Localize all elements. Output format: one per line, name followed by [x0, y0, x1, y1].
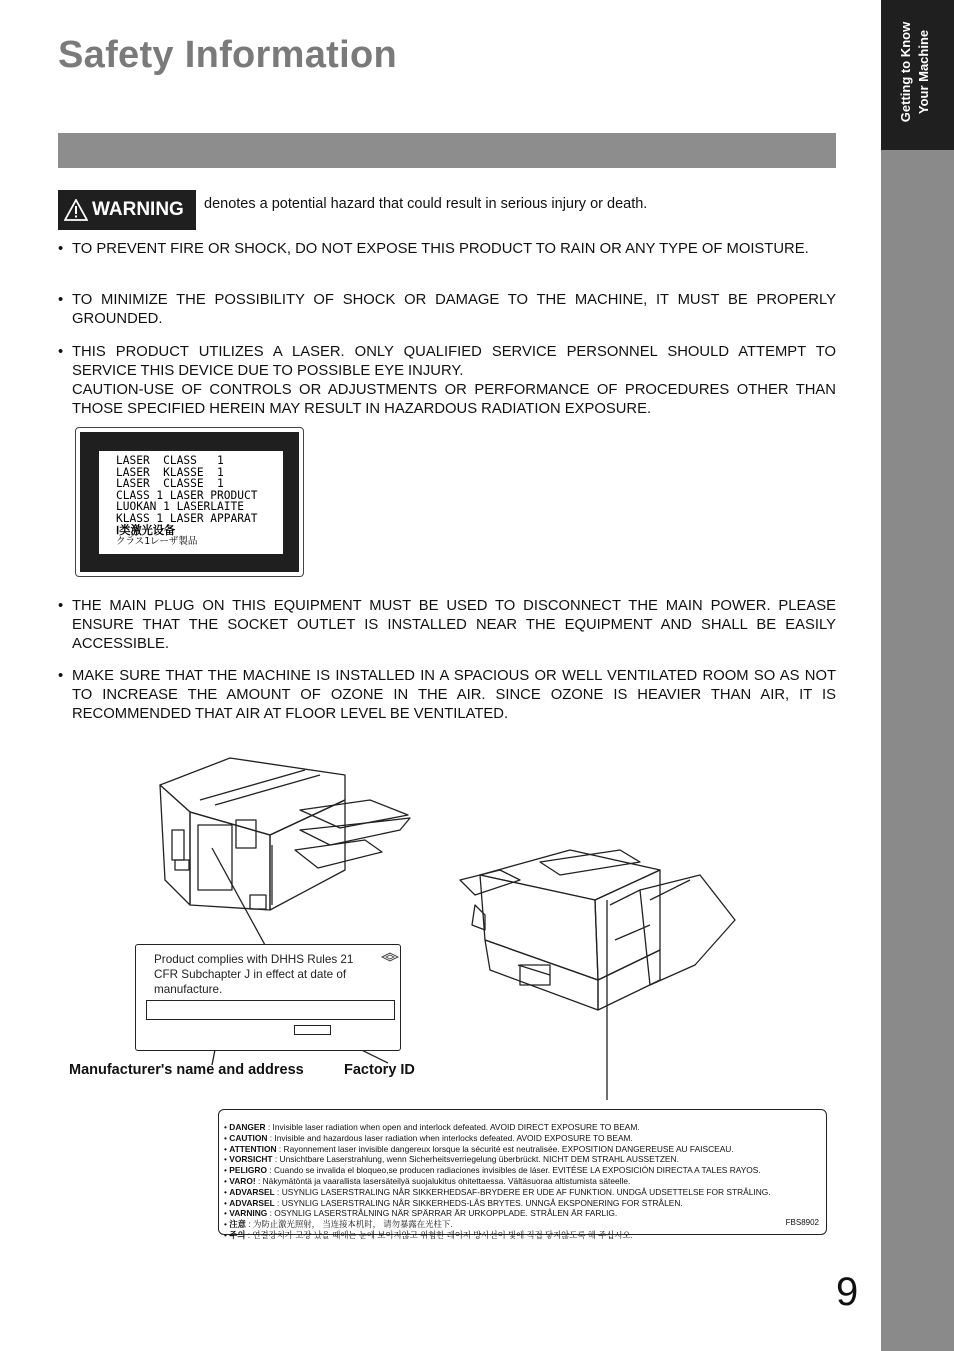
danger-item-text: : Cuando se invalida el bloqueo,se producen radiaciones invisibles de láser. EVITÉSE LA EXPOSICIÓN DIRECTA A TALES RAYOS.	[266, 1165, 761, 1176]
diamond-mark-icon	[381, 952, 399, 962]
danger-item-key: ADVARSEL	[229, 1197, 275, 1208]
danger-item: • ATTENTION : Rayonnement laser invisible dangereux lorsque la sécurité est neutralisée. EXPOSITION DANGEREUSE AU FAISCEAU.	[224, 1143, 734, 1154]
danger-item-key: ADVARSEL	[229, 1186, 275, 1197]
laser-label-line: Ⅰ类激光设备	[116, 523, 176, 537]
danger-item: • 주의 : 연결장치가 고장 났을 때에는 눈에 보이지않고 위험한 레이저 방사선이 빛에 직접 닿지않도록 해 주십시오.	[224, 1229, 633, 1240]
danger-item-key: PELIGRO	[229, 1165, 267, 1176]
danger-item-key: 주의	[229, 1229, 246, 1240]
factory-id-caption: Factory ID	[344, 1062, 415, 1078]
bullet-text: TO PREVENT FIRE OR SHOCK, DO NOT EXPOSE THIS PRODUCT TO RAIN OR ANY TYPE OF MOISTURE.	[72, 241, 809, 257]
danger-item-text: : OSYNLIG LASERSTRÅLNING NÄR SPÄRRAR ÄR URKOPPLADE. STRÅLEN ÄR FARLIG.	[267, 1208, 618, 1219]
danger-item-key: ATTENTION	[229, 1143, 277, 1154]
bullet-text: THE MAIN PLUG ON THIS EQUIPMENT MUST BE USED TO DISCONNECT THE MAIN POWER. PLEASE ENSURE THAT THE SOCKET OUTLET IS INSTALLED NEAR THE EQUIPMENT AND SHALL BE EASILY ACCESSIBLE.	[72, 598, 836, 652]
side-tab-line-2: Your Machine	[916, 29, 931, 115]
laser-label-text	[99, 451, 283, 554]
bullet-item: • TO PREVENT FIRE OR SHOCK, DO NOT EXPOSE THIS PRODUCT TO RAIN OR ANY TYPE OF MOISTURE.	[58, 240, 836, 259]
danger-item-key: VARO!	[229, 1175, 256, 1186]
laser-class-label	[75, 427, 304, 577]
warning-badge	[58, 190, 196, 230]
warning-triangle-icon	[64, 199, 88, 221]
manufacturer-field	[146, 1000, 395, 1020]
danger-item-key: 注意	[229, 1219, 247, 1230]
bullet-item: • MAKE SURE THAT THE MACHINE IS INSTALLED IN A SPACIOUS OR WELL VENTILATED ROOM SO AS NOT TO INCREASE THE AMOUNT OF OZONE IN THE AIR. SINCE OZONE IS HEAVIER THAN AIR, IT IS RECOMMENDED THAT AIR AT FLOOR LEVEL BE VENTILATED.	[58, 668, 836, 722]
machine-illustration	[0, 740, 881, 1100]
danger-item: • 注意 : 为防止激光照射， 当连接本机时， 请勿暴露在光柱下.	[224, 1219, 453, 1230]
bullet-text: TO MINIMIZE THE POSSIBILITY OF SHOCK OR DAMAGE TO THE MACHINE, IT MUST BE PROPERLY GROUNDED.	[72, 292, 836, 327]
danger-item-text: : Rayonnement laser invisible dangereux lorsque la sécurité est neutralisée. EXPOSITION DANGEREUSE AU FAISCEAU.	[276, 1143, 734, 1154]
danger-item-text: : Unsichtbare Laserstrahlung, wenn Sicherheitsverriegelung überbrückt. NICHT DEM STRAHL AUSSETZEN.	[272, 1154, 679, 1165]
manufacturer-caption: Manufacturer's name and address	[69, 1062, 304, 1078]
danger-item-text: : Invisible and hazardous laser radiation when interlocks defeated. AVOID EXPOSURE TO BEAM.	[267, 1132, 633, 1143]
danger-item-text: : 연결장치가 고장 났을 때에는 눈에 보이지않고 위험한 레이저 방사선이 빛에 직접 닿지않도록 해 주십시오.	[245, 1229, 633, 1240]
danger-item: • VARNING : OSYNLIG LASERSTRÅLNING NÄR SPÄRRAR ÄR URKOPPLADE. STRÅLEN ÄR FARLIG.	[224, 1208, 618, 1219]
danger-item: • VORSICHT : Unsichtbare Laserstrahlung, wenn Sicherheitsverriegelung überbrückt. NICHT DEM STRAHL AUSSETZEN.	[224, 1154, 679, 1165]
page-number: 9	[836, 1270, 859, 1314]
bullet-text: THIS PRODUCT UTILIZES A LASER. ONLY QUALIFIED SERVICE PERSONNEL SHOULD ATTEMPT TO SERVICE THIS DEVICE DUE TO POSSIBLE EYE INJURY.	[72, 344, 836, 379]
danger-item-text: : USYNLIG LASERSTRALING NÅR SIKKERHEDSAF-BRYDERE ER UDE AF FUNKTION. UNDGÅ UDSETTELSE FOR STRÅLING.	[274, 1186, 771, 1197]
danger-item-text: : Näkymätöntä ja vaarallista lasersäteilyä suojalukitus ohitettaessa. Vältäsuoraa altistumista säteelle.	[255, 1175, 631, 1186]
danger-item-text: : 为防止激光照射， 当连接本机时， 请勿暴露在光柱下.	[246, 1219, 453, 1230]
side-tab-line-1: Getting to Know	[898, 21, 913, 123]
page-title: Safety Information	[58, 34, 397, 76]
warning-description: denotes a potential hazard that could result in serious injury or death.	[204, 196, 648, 212]
danger-item: • DANGER : Invisible laser radiation when open and interlock defeated. AVOID DIRECT EXPOSURE TO BEAM.	[224, 1122, 640, 1132]
bullet-text: CAUTION-USE OF CONTROLS OR ADJUSTMENTS OR PERFORMANCE OF PROCEDURES OTHER THAN THOSE SPECIFIED HEREIN MAY RESULT IN HAZARDOUS RADIATION EXPOSURE.	[72, 382, 836, 417]
factory-id-field	[294, 1025, 331, 1035]
laser-label-line: LASER CLASS 1	[116, 454, 224, 467]
danger-item: • ADVARSEL : USYNLIG LASERSTRALING NÅR SIKKERHEDS-LÅS BRYTES. UNNGÅ EKSPONERING FOR STRÅLEN.	[224, 1197, 683, 1208]
danger-item-key: DANGER	[229, 1122, 266, 1132]
machine-rear-view	[160, 758, 410, 910]
bullet-item: • THE MAIN PLUG ON THIS EQUIPMENT MUST BE USED TO DISCONNECT THE MAIN POWER. PLEASE ENSURE THAT THE SOCKET OUTLET IS INSTALLED NEAR THE EQUIPMENT AND SHALL BE EASILY ACCESSIBLE.	[58, 598, 836, 652]
danger-label	[218, 1109, 827, 1240]
danger-item-key: VORSICHT	[229, 1154, 273, 1165]
laser-label-line: CLASS 1 LASER PRODUCT	[116, 488, 258, 502]
bullet-item: • THIS PRODUCT UTILIZES A LASER. ONLY QUALIFIED SERVICE PERSONNEL SHOULD ATTEMPT TO SERVICE THIS DEVICE DUE TO POSSIBLE EYE INJURY. CAUTION-USE OF CONTROLS OR ADJUSTMENTS OR PERFORMANCE OF PROCEDURES OTHER THAN THOSE SPECIFIED HEREIN MAY RESULT IN HAZARDOUS RADIATION EXPOSURE.	[58, 344, 836, 417]
laser-label-line: LASER KLASSE 1	[116, 465, 224, 479]
machine-front-open-view	[460, 850, 735, 1010]
side-tab-label	[885, 2, 945, 142]
leader-line	[212, 848, 265, 945]
warning-label: WARNING	[92, 199, 184, 220]
danger-item: • ADVARSEL : USYNLIG LASERSTRALING NÅR SIKKERHEDSAF-BRYDERE ER UDE AF FUNKTION. UNDGÅ UDSETTELSE FOR STRÅLING.	[224, 1186, 771, 1197]
danger-item: • CAUTION : Invisible and hazardous laser radiation when interlocks defeated. AVOID EXPOSURE TO BEAM.	[224, 1132, 633, 1143]
dhhs-compliance-label	[135, 944, 401, 1051]
danger-item-text: : Invisible laser radiation when open and interlock defeated. AVOID DIRECT EXPOSURE TO BEAM.	[265, 1122, 640, 1132]
bullet-item: • TO MINIMIZE THE POSSIBILITY OF SHOCK OR DAMAGE TO THE MACHINE, IT MUST BE PROPERLY GROUNDED.	[58, 292, 836, 327]
laser-label-line: KLASS 1 LASER APPARAT	[116, 511, 258, 525]
dhhs-text: Product complies with DHHS Rules 21 CFR Subchapter J in effect at date of manufacture.	[154, 953, 354, 996]
danger-list	[224, 1122, 822, 1241]
section-bar	[58, 133, 836, 168]
side-tab	[881, 0, 954, 1351]
label-code: FBS8902	[785, 1218, 819, 1227]
laser-label-line: LASER CLASSE 1	[116, 477, 224, 491]
danger-item-key: CAUTION	[229, 1132, 268, 1143]
bullet-text: MAKE SURE THAT THE MACHINE IS INSTALLED IN A SPACIOUS OR WELL VENTILATED ROOM SO AS NOT TO INCREASE THE AMOUNT OF OZONE IN THE AIR. SINCE OZONE IS HEAVIER THAN AIR, IT IS RECOMMENDED THAT AIR AT FLOOR LEVEL BE VENTILATED.	[72, 668, 836, 722]
laser-label-line: LUOKAN 1 LASERLAITE	[116, 500, 244, 514]
danger-item-text: : USYNLIG LASERSTRALING NÅR SIKKERHEDS-LÅS BRYTES. UNNGÅ EKSPONERING FOR STRÅLEN.	[274, 1197, 683, 1208]
danger-item: • PELIGRO : Cuando se invalida el bloqueo,se producen radiaciones invisibles de láser. EVITÉSE LA EXPOSICIÓN DIRECTA A TALES RAYOS.	[224, 1165, 761, 1176]
laser-label-line: クラス1レーザ製品	[116, 536, 198, 548]
danger-item-key: VARNING	[229, 1208, 268, 1219]
danger-item: • VARO! : Näkymätöntä ja vaarallista lasersäteilyä suojalukitus ohitettaessa. Vältäsuoraa altistumista säteelle.	[224, 1175, 631, 1186]
